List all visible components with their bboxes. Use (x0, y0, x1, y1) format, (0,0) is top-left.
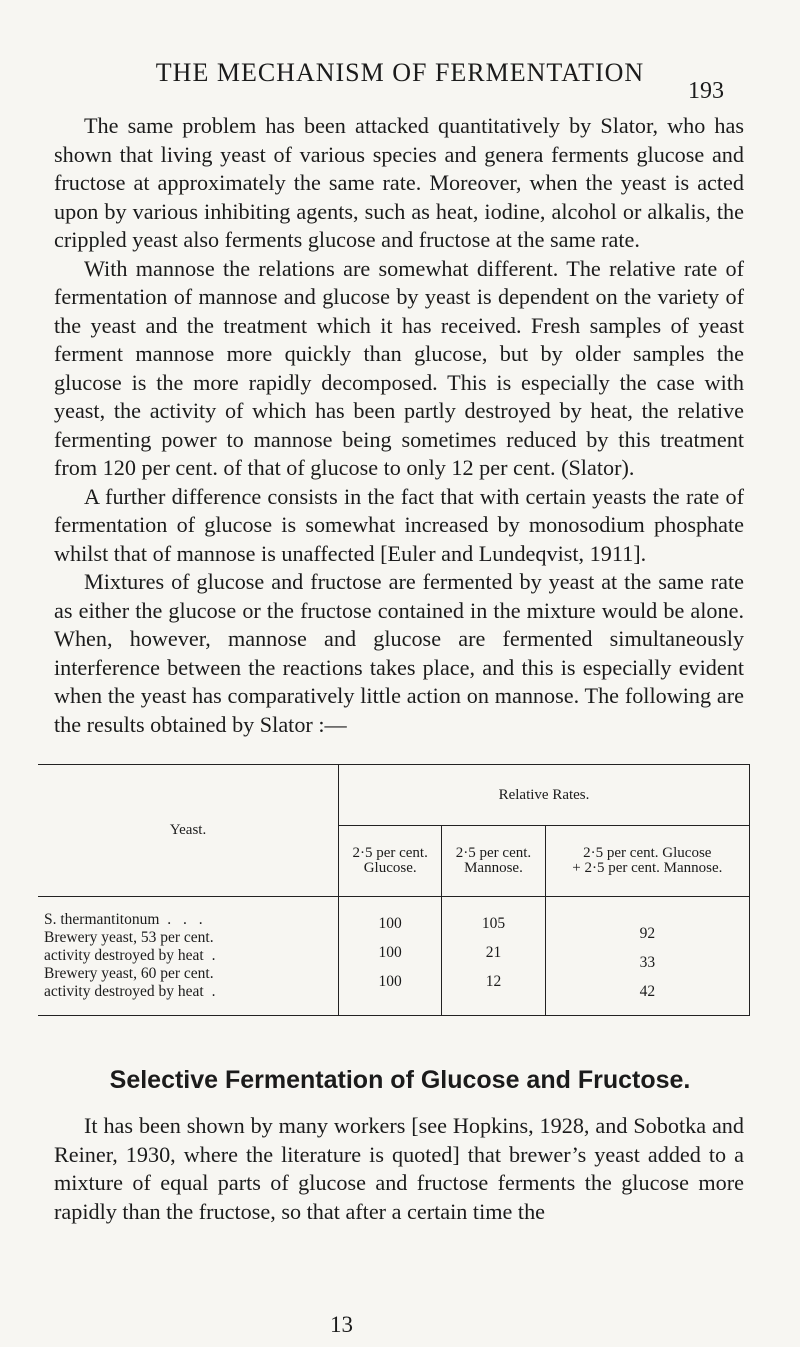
dot-leader: . (203, 947, 220, 964)
table-body-row (38, 897, 750, 1016)
body-text-bottom (54, 1112, 744, 1226)
mannose-value: 105 (481, 915, 506, 932)
mixture-value: 33 (639, 954, 656, 971)
mannose-value: 12 (485, 973, 502, 990)
signature-mark: 13 (330, 1312, 353, 1337)
mixture-value: 92 (639, 925, 656, 942)
header-line: Glucose. (363, 860, 417, 876)
section-heading: Selective Fermentation of Glucose and Fructose. (109, 1066, 691, 1094)
dot-leader: . . . (159, 911, 207, 928)
relative-rates-table (38, 764, 750, 1016)
mannose-column-header (442, 826, 545, 897)
header-line: 2·5 per cent. Glucose (583, 845, 712, 861)
relative-rates-header: Relative Rates. (339, 765, 750, 826)
yeast-name-text: S. thermantitonum (44, 911, 160, 928)
yeast-name-line: Brewery yeast, 60 per cent. (44, 965, 214, 982)
yeast-name-line (44, 911, 338, 929)
page-number: 193 (688, 78, 724, 104)
glucose-column-header (339, 826, 442, 897)
yeast-name-text: activity destroyed by heat (44, 947, 204, 964)
data-table (38, 764, 750, 1016)
header-line: 2·5 per cent. (455, 845, 532, 861)
glucose-value: 100 (378, 944, 402, 961)
yeast-names-cell (38, 897, 339, 1016)
mannose-value: 21 (485, 944, 502, 961)
dot-leader: . (203, 983, 220, 1000)
yeast-name-line (44, 983, 338, 1001)
mixture-column-header (545, 826, 749, 897)
body-text-top (54, 112, 744, 739)
mannose-values-cell (442, 897, 545, 1016)
yeast-column-header: Yeast. (38, 765, 339, 897)
glucose-values-cell (339, 897, 442, 1016)
header-line: + 2·5 per cent. Mannose. (572, 860, 723, 876)
paragraph: The same problem has been attacked quantitatively by Slator, who has shown that living yeast of various species and genera ferments glucose and fructose at approximately the same rate. Moreover, when the yeast is acted upon by various inhibiting agents, such as heat, iodine, alcohol or alkalis, the crippled yeast also ferments glucose and fructose at the same rate. (54, 113, 744, 252)
mixture-values-cell (545, 897, 749, 1016)
yeast-name-text: activity destroyed by heat (44, 983, 204, 1000)
paragraph: It has been shown by many workers [see Hopkins, 1928, and Sobotka and Reiner, 1930, where the literature is quoted] that brewer’s yeast added to a mixture of equal parts of glucose and fructose ferments the glucose more rapidly than the fructose, so that after a certain time the (54, 1113, 744, 1224)
glucose-value: 100 (378, 915, 402, 932)
mixture-value: 42 (639, 983, 656, 1000)
paragraph: With mannose the relations are somewhat different. The relative rate of fermentation of mannose and glucose by yeast is dependent on the variety of the yeast and the treatment which it has received. Fresh samples of yeast ferment mannose more quickly than glucose, but by older samples the glucose is the more rapidly decomposed. This is especially the case with yeast, the activity of which has been partly destroyed by heat, the relative fermenting power to mannose being sometimes reduced by this treatment from 120 per cent. of that of glucose to only 12 per cent. (Slator). (54, 255, 744, 480)
yeast-name-line: Brewery yeast, 53 per cent. (44, 929, 214, 946)
header-line: Mannose. (464, 860, 523, 876)
header-line: 2·5 per cent. (352, 845, 428, 861)
paragraph: A further difference consists in the fact that with certain yeasts the rate of fermentation of glucose is somewhat increased by monosodium phosphate whilst that of mannose is unaffected [Euler and Lundeqvist, 1911]. (54, 483, 744, 566)
running-head: THE MECHANISM OF FERMENTATION (155, 58, 645, 87)
glucose-value: 100 (378, 973, 402, 990)
yeast-name-line (44, 947, 338, 965)
paragraph: Mixtures of glucose and fructose are fermented by yeast at the same rate as either the glucose or the fructose contained in the mixture would be alone. When, however, mannose and glucose are fermented simultaneously interference between the reactions takes place, and this is especially evident when the yeast has comparatively little action on mannose. The following are the results obtained by Slator :— (54, 569, 744, 737)
